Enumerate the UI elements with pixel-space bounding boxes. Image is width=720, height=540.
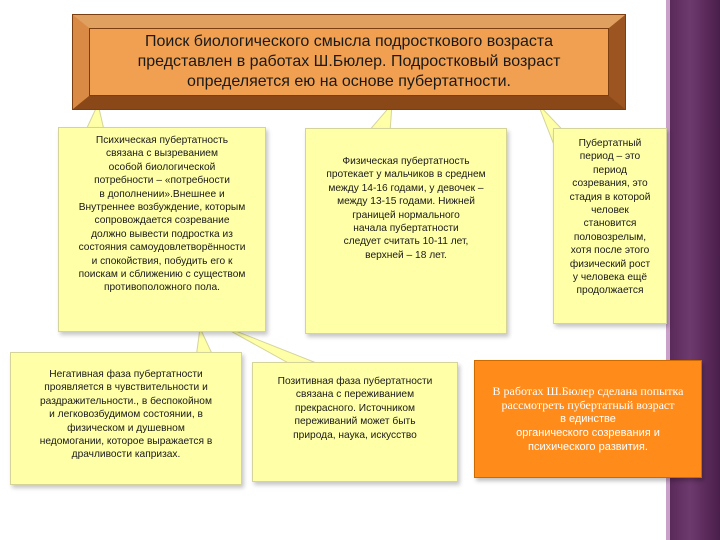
note-line: следует считать 10-11 лет, — [343, 236, 469, 248]
conclusion-line: органического созревания и — [516, 427, 660, 439]
note-line: Психическая пубертатность — [95, 135, 229, 146]
note-line: поискам и сближению с существом — [78, 269, 246, 281]
note-line: состояния самоудовлетворённости — [78, 242, 246, 254]
note-line: верхней – 18 лет. — [365, 249, 447, 261]
note-line: человек — [591, 205, 629, 217]
note-line: Внутреннее возбуждение, которым — [78, 202, 246, 214]
note-line: связана с вызреванием — [106, 148, 218, 160]
note-line: между 13-15 годами. Нижней — [337, 196, 475, 208]
physical-puberty-note — [305, 128, 507, 334]
conclusion-line: в единстве — [560, 413, 616, 425]
note-line: драчливости капризах. — [71, 449, 181, 461]
note-line: стадия в которой — [569, 191, 651, 203]
note-line: прекрасного. Источником — [294, 402, 416, 414]
note-line: раздражительности., в беспокойном — [40, 395, 212, 407]
note-line: природа, наука, искусство — [293, 429, 417, 441]
note-line: особой биологической — [108, 161, 216, 173]
note-line: период – это — [579, 151, 641, 163]
note-line: и спокойствия, побудить его к — [91, 255, 233, 267]
note-line: должно вывести подростка из — [91, 228, 233, 240]
note-line: начала пубертатности — [353, 223, 459, 235]
note-line: между 14-16 годами, у девочек – — [328, 182, 484, 194]
note-line: становится — [583, 218, 637, 230]
note-line: проявляется в чувствительности и — [44, 382, 208, 394]
title-text — [89, 28, 609, 96]
note-line: переживаний может быть — [294, 416, 416, 428]
conclusion-line: В работах Ш.Бюлер сделана попытка — [492, 384, 684, 398]
psychic-puberty-note — [58, 127, 266, 332]
note-line: продолжается — [576, 285, 644, 297]
note-line: физическом и душевном — [67, 422, 185, 434]
title-banner — [72, 14, 626, 110]
title-line: представлен в работах Ш.Бюлер. Подростковый возраст — [137, 53, 561, 70]
note-line: границей нормального — [352, 209, 460, 221]
note-line: хотя после этого — [570, 245, 650, 257]
note-line: Пубертатный — [578, 138, 642, 149]
note-line: и легковозбудимом состоянии, в — [49, 409, 203, 421]
note-line: период — [593, 164, 627, 176]
positive-phase-note — [252, 362, 458, 482]
negative-phase-note — [10, 352, 242, 485]
title-line: определяется ею на основе пубертатности. — [187, 73, 511, 90]
conclusion-line: рассмотреть пубертатный возраст — [501, 398, 675, 412]
note-line: физический рост — [569, 258, 651, 270]
note-line: сопровождается созревание — [94, 215, 230, 227]
note-line: Позитивная фаза пубертатности — [277, 376, 433, 387]
note-line: Физическая пубертатность — [342, 156, 470, 167]
title-line: Поиск биологического смысла подросткового возраста — [145, 33, 553, 50]
note-line: в дополнении».Внешнее и — [99, 188, 225, 200]
note-line: протекает у мальчиков в среднем — [326, 169, 486, 181]
note-line: Негативная фаза пубертатности — [49, 369, 203, 380]
note-line: противоположного пола. — [103, 282, 220, 294]
note-line: половозрелым, — [573, 231, 647, 243]
note-line: созревания, это — [572, 178, 648, 190]
note-line: у человека ещё — [572, 272, 648, 284]
puberty-period-note — [553, 128, 667, 324]
conclusion-line: психического развития. — [528, 441, 648, 453]
conclusion-box — [474, 360, 702, 478]
note-line: недомогании, которое выражается в — [39, 436, 213, 448]
note-line: потребности – «потребности — [94, 175, 230, 187]
note-line: связана с переживанием — [295, 389, 415, 401]
